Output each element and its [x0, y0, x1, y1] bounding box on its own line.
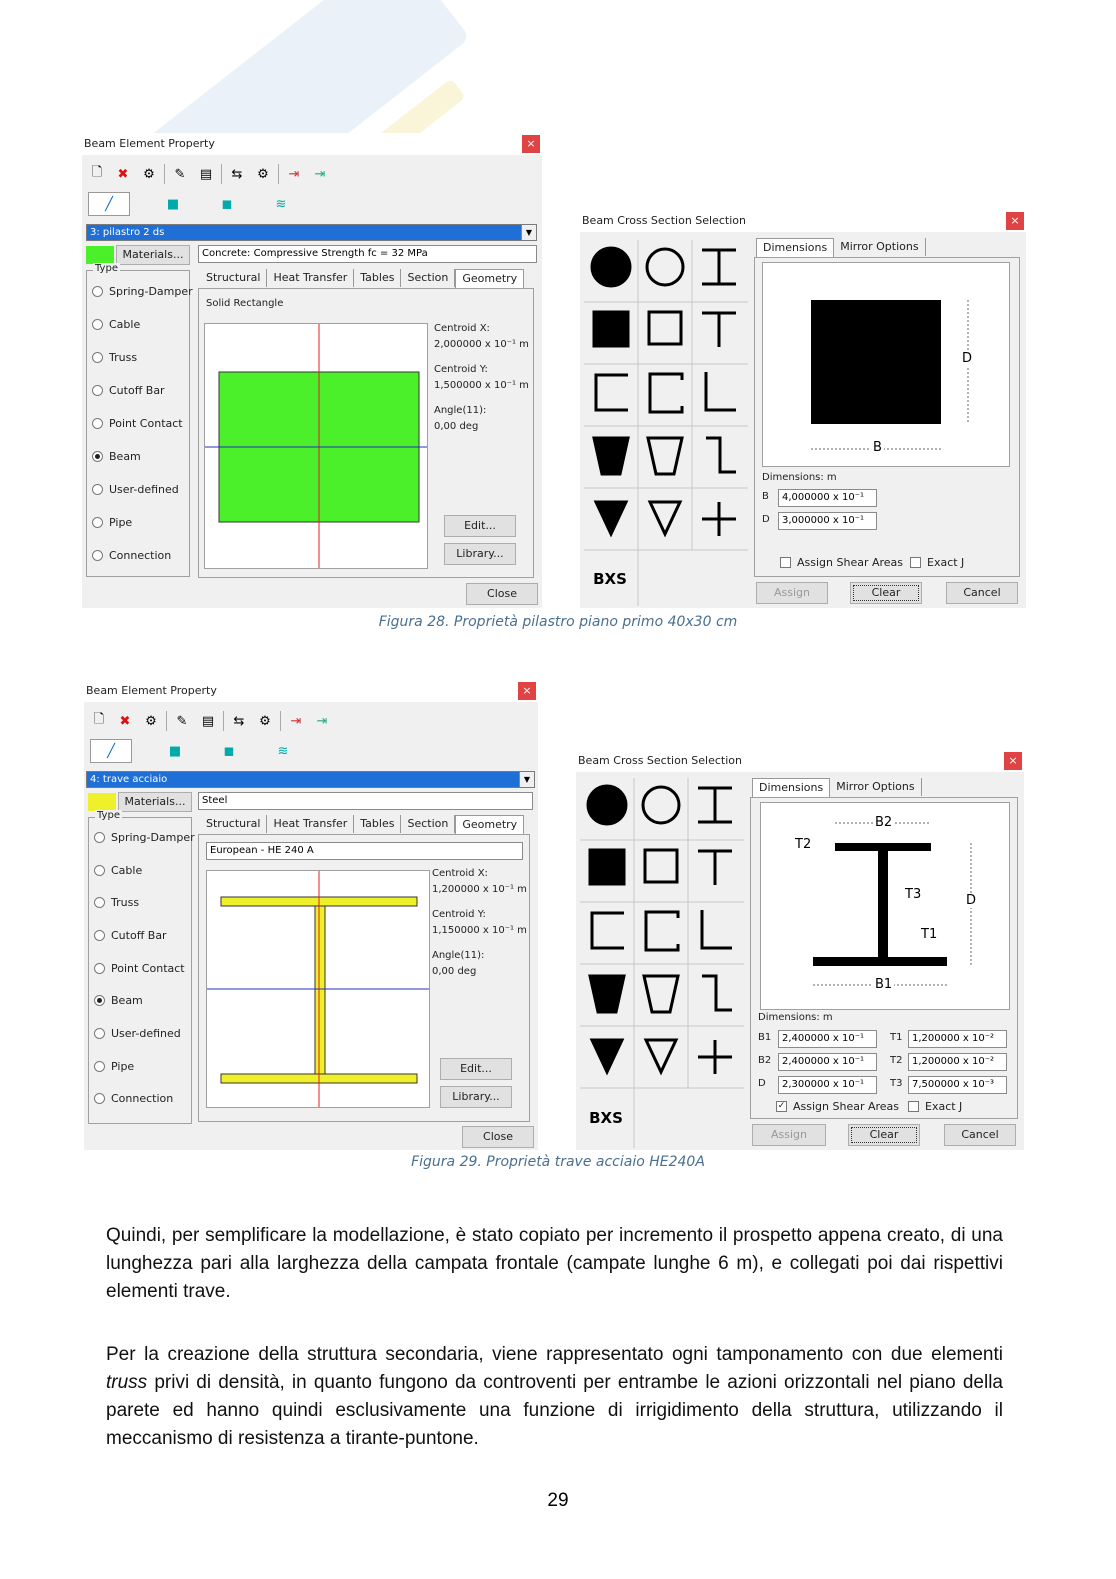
layers-element-icon[interactable]: ≋: [275, 196, 287, 212]
channel-icon: [596, 375, 628, 410]
hollow-circle-icon: [643, 787, 679, 823]
select-icon[interactable]: ⇥: [316, 713, 328, 729]
dimension-d-label: D: [962, 351, 973, 366]
tab-tables[interactable]: Tables: [354, 269, 401, 287]
plate-element-icon[interactable]: ■: [168, 743, 182, 759]
assign-shear-areas-checkbox[interactable]: Assign Shear Areas: [780, 556, 903, 569]
field-t3-input[interactable]: 7,500000 x 10⁻³: [908, 1076, 1007, 1094]
field-t2-input[interactable]: 1,200000 x 10⁻²: [908, 1053, 1007, 1071]
paragraph-2: [106, 1341, 1003, 1453]
window-title: Beam Element Property: [82, 133, 542, 155]
field-d-input[interactable]: 2,300000 x 10⁻¹: [778, 1076, 877, 1094]
tab-tables[interactable]: Tables: [354, 815, 401, 833]
t-section-icon: [698, 851, 732, 885]
layers-element-icon[interactable]: ≋: [277, 743, 289, 759]
fig2-beam-element-property-window: [84, 680, 538, 1150]
hollow-rectangle-icon: [645, 850, 677, 882]
export-icon[interactable]: ⚙: [257, 166, 269, 182]
element-type-toolbar: [88, 191, 292, 217]
toolbar-separator: [164, 164, 165, 184]
materials-button[interactable]: Materials...: [116, 245, 190, 265]
section-preview-drawing: [205, 324, 427, 568]
new-icon[interactable]: 🗋: [91, 165, 103, 180]
tab-section[interactable]: Section: [401, 269, 455, 287]
fig2-beam-cross-section-window: [576, 750, 1024, 1150]
solid-rectangle-icon: [594, 312, 628, 346]
window-title: Beam Cross Section Selection: [580, 210, 1026, 232]
centroid-x-label: Centroid X:: [434, 323, 490, 334]
cross-section-tabs: [752, 778, 922, 797]
tab-mirror-options[interactable]: Mirror Options: [834, 238, 925, 256]
section-name: Solid Rectangle: [206, 298, 284, 309]
delete-unused-icon[interactable]: ⚙: [145, 713, 157, 729]
field-b1-input[interactable]: 2,400000 x 10⁻¹: [778, 1030, 877, 1048]
hollow-triangle-icon: [650, 502, 680, 534]
fig1-beam-cross-section-window: [580, 210, 1026, 608]
type-radio-user-defined[interactable]: User-defined: [92, 483, 179, 496]
cross-section-tabs: [756, 238, 926, 257]
tab-geometry[interactable]: Geometry: [455, 815, 524, 834]
hollow-triangle-icon: [646, 1040, 676, 1072]
angle-value: 0,00 deg: [432, 966, 477, 977]
lipped-channel-icon: [646, 912, 678, 950]
tab-mirror-options[interactable]: Mirror Options: [830, 778, 921, 796]
solid-triangle-icon: [596, 502, 626, 534]
export-icon[interactable]: ⚙: [259, 713, 271, 729]
type-radio-beam[interactable]: Beam: [94, 994, 143, 1007]
exit-icon[interactable]: ⇥: [290, 713, 302, 729]
cross-section-preview: [762, 262, 1010, 467]
paragraph-2-emphasis: truss: [106, 1372, 148, 1393]
web-shape: [315, 906, 325, 1074]
cancel-button[interactable]: Cancel: [944, 1124, 1016, 1146]
tab-structural[interactable]: Structural: [200, 269, 267, 287]
delete-icon[interactable]: ✖: [117, 166, 129, 182]
library-button[interactable]: Library...: [440, 1086, 512, 1108]
toolbar: [86, 161, 331, 187]
brick-element-icon[interactable]: ◼: [223, 743, 235, 759]
exact-j-checkbox[interactable]: Exact J: [910, 556, 964, 569]
hollow-circle-icon: [647, 249, 683, 285]
bottom-flange-shape: [813, 957, 947, 966]
paragraph-2-end: privi di densità, in quanto fungono da controventi per entrambe le azioni orizzontali nel piano della parete ed hanno quindi esclusivamente una funzione di irrigidimento della struttura, utilizzando il meccanismo di resistenza a tirante-puntone.: [106, 1372, 1003, 1449]
field-d-label: D: [762, 514, 770, 525]
type-radio-spring-damper[interactable]: Spring-Damper: [94, 831, 195, 844]
copy-icon[interactable]: ▤: [201, 713, 215, 729]
page-number: 29: [547, 1490, 569, 1511]
materials-button[interactable]: Materials...: [118, 792, 192, 812]
angle-icon: [706, 372, 736, 410]
type-radio-connection[interactable]: Connection: [92, 549, 171, 562]
field-b-label: B: [762, 491, 769, 502]
centroid-x-value: 1,200000 x 10⁻¹ m: [432, 884, 527, 895]
figure-29-caption: Figura 29. Proprietà trave acciaio HE240A: [411, 1154, 705, 1170]
i-section-icon: [702, 250, 736, 284]
angle-icon: [702, 910, 732, 948]
fig1-beam-element-property-window: [82, 133, 542, 608]
select-icon[interactable]: ⇥: [314, 166, 326, 182]
solid-circle-icon: [588, 786, 626, 824]
type-radio-point-contact[interactable]: Point Contact: [94, 962, 185, 975]
type-radio-point-contact[interactable]: Point Contact: [92, 417, 183, 430]
type-radio-cutoff-bar[interactable]: Cutoff Bar: [92, 384, 165, 397]
section-preview: [204, 323, 428, 569]
edit-button[interactable]: Edit...: [440, 1058, 512, 1080]
figure-28-caption: Figura 28. Proprietà pilastro piano primo 40x30 cm: [378, 614, 738, 630]
close-button[interactable]: Close: [462, 1126, 534, 1148]
cross-icon: [698, 1040, 732, 1074]
field-t1-label: T1: [890, 1032, 903, 1043]
solid-triangle-icon: [592, 1040, 622, 1072]
toolbar-separator: [223, 711, 224, 731]
edit-icon[interactable]: ✎: [176, 713, 188, 729]
type-radio-connection[interactable]: Connection: [94, 1092, 173, 1105]
paragraph-1: Quindi, per semplificare la modellazione, è stato copiato per incremento il prospetto appena creato, di una lunghezza pari alla larghezza della campata frontale (campate lunghe 6 m), e collegati poi dai rispettivi elementi trave.: [106, 1225, 1003, 1302]
tab-dimensions[interactable]: Dimensions: [756, 238, 834, 257]
bxs-button[interactable]: BXS: [589, 1109, 623, 1127]
paragraph-2-start: Per la creazione della struttura secondaria, viene rappresentato ogni tamponamento con due elementi: [106, 1344, 1003, 1365]
material-color-swatch[interactable]: [86, 246, 114, 264]
centroid-y-value: 1,500000 x 10⁻¹ m: [434, 380, 529, 391]
section-preview-drawing: [207, 871, 429, 1107]
material-description: Concrete: Compressive Strength fc = 32 MPa: [198, 245, 537, 263]
close-icon[interactable]: ×: [518, 682, 536, 700]
solid-trapezoid-icon: [590, 976, 624, 1012]
delete-icon[interactable]: ✖: [119, 713, 131, 729]
assign-button[interactable]: Assign: [752, 1124, 826, 1146]
exit-icon[interactable]: ⇥: [288, 166, 300, 182]
brick-element-icon[interactable]: ◼: [221, 196, 233, 212]
assign-button[interactable]: Assign: [756, 582, 828, 604]
field-d-label: D: [758, 1078, 766, 1089]
type-radio-cutoff-bar[interactable]: Cutoff Bar: [94, 929, 167, 942]
shape-palette: [580, 778, 744, 1148]
dimension-b2-label: B2: [875, 815, 893, 830]
property-combo-value: 4: trave acciaio: [90, 774, 168, 785]
type-label: Type: [95, 263, 118, 274]
type-radio-beam[interactable]: Beam: [92, 450, 141, 463]
clear-button[interactable]: Clear: [850, 582, 922, 604]
tab-heat-transfer[interactable]: Heat Transfer: [267, 815, 354, 833]
dimension-t3-label: T3: [905, 887, 922, 902]
solid-circle-icon: [592, 248, 630, 286]
line-element-icon[interactable]: ╱: [88, 192, 130, 216]
tab-heat-transfer[interactable]: Heat Transfer: [267, 269, 354, 287]
hollow-trapezoid-icon: [648, 438, 682, 474]
section-preview: [206, 870, 430, 1108]
line-element-icon[interactable]: ╱: [90, 739, 132, 763]
angle-label: Angle(11):: [434, 405, 487, 416]
toolbar-separator: [166, 711, 167, 731]
type-radio-truss[interactable]: Truss: [92, 351, 137, 364]
plate-element-icon[interactable]: ■: [166, 196, 180, 212]
assign-shear-areas-checkbox[interactable]: ✓ Assign Shear Areas: [777, 1100, 900, 1113]
edit-icon[interactable]: ✎: [174, 166, 186, 182]
hollow-rectangle-icon: [649, 312, 681, 344]
dimensions-unit-label: Dimensions: m: [762, 472, 837, 483]
window-title: Beam Cross Section Selection: [576, 750, 1024, 772]
property-combo-value: 3: pilastro 2 ds: [90, 227, 165, 238]
cross-section-preview: [760, 802, 1010, 1010]
t-section-icon: [702, 313, 736, 347]
import-icon[interactable]: ⇆: [233, 713, 245, 729]
rectangle-section-drawing: [763, 263, 1009, 466]
dimension-t1-label: T1: [921, 927, 938, 942]
hollow-trapezoid-icon: [644, 976, 678, 1012]
i-section-icon: [698, 788, 732, 822]
cancel-button[interactable]: Cancel: [946, 582, 1018, 604]
tab-structural[interactable]: Structural: [200, 815, 267, 833]
element-type-toolbar: [90, 738, 294, 764]
toolbar-separator: [278, 164, 279, 184]
edit-button[interactable]: Edit...: [444, 515, 516, 537]
type-radio-cable[interactable]: Cable: [92, 318, 140, 331]
type-radio-cable[interactable]: Cable: [94, 864, 142, 877]
clear-button[interactable]: Clear: [848, 1124, 920, 1146]
type-label: Type: [97, 810, 120, 821]
window-title: Beam Element Property: [84, 680, 538, 702]
field-t3-label: T3: [890, 1078, 903, 1089]
library-button[interactable]: Library...: [444, 543, 516, 565]
exact-j-checkbox[interactable]: Exact J: [908, 1100, 962, 1113]
centroid-y-value: 1,150000 x 10⁻¹ m: [432, 925, 527, 936]
field-d-input[interactable]: 3,000000 x 10⁻¹: [778, 512, 877, 530]
field-b1-label: B1: [758, 1032, 772, 1043]
rectangle-section-shape: [811, 300, 941, 424]
import-icon[interactable]: ⇆: [231, 166, 243, 182]
material-description: Steel: [198, 792, 533, 810]
copy-icon[interactable]: ▤: [199, 166, 213, 182]
property-tabs: [200, 815, 524, 834]
dimensions-unit-label: Dimensions: m: [758, 1012, 833, 1023]
solid-rectangle-icon: [590, 850, 624, 884]
property-combo[interactable]: [86, 771, 535, 788]
tab-geometry[interactable]: Geometry: [455, 269, 524, 288]
material-color-swatch[interactable]: [88, 793, 116, 811]
type-radio-truss[interactable]: Truss: [94, 896, 139, 909]
angle-value: 0,00 deg: [434, 421, 479, 432]
close-icon[interactable]: ×: [1006, 212, 1024, 230]
property-tabs: [200, 269, 524, 288]
close-icon[interactable]: ×: [522, 135, 540, 153]
close-icon[interactable]: ×: [1004, 752, 1022, 770]
channel-icon: [592, 913, 624, 948]
web-shape: [878, 851, 888, 957]
tab-section[interactable]: Section: [401, 815, 455, 833]
field-t2-label: T2: [890, 1055, 903, 1066]
toolbar-separator: [221, 164, 222, 184]
dimension-b-label: B: [873, 440, 882, 455]
shape-palette: [584, 240, 748, 606]
field-b2-label: B2: [758, 1055, 772, 1066]
centroid-x-label: Centroid X:: [432, 868, 488, 879]
close-button[interactable]: Close: [466, 583, 538, 605]
toolbar: [88, 708, 333, 734]
z-section-icon: [702, 976, 732, 1010]
angle-label: Angle(11):: [432, 950, 485, 961]
palette-grid: [584, 240, 748, 606]
section-name: European - HE 240 A: [206, 842, 523, 860]
toolbar-separator: [280, 711, 281, 731]
dimension-d-label: D: [966, 893, 977, 908]
dimension-b1-label: B1: [875, 977, 893, 992]
centroid-y-label: Centroid Y:: [432, 909, 486, 920]
solid-trapezoid-icon: [594, 438, 628, 474]
cross-icon: [702, 502, 736, 536]
field-b-input[interactable]: 4,000000 x 10⁻¹: [778, 489, 877, 507]
delete-unused-icon[interactable]: ⚙: [143, 166, 155, 182]
type-radio-user-defined[interactable]: User-defined: [94, 1027, 181, 1040]
chevron-down-icon[interactable]: ▼: [521, 225, 536, 240]
bxs-button[interactable]: BXS: [593, 570, 627, 588]
field-t1-input[interactable]: 1,200000 x 10⁻²: [908, 1030, 1007, 1048]
chevron-down-icon[interactable]: ▼: [519, 772, 534, 787]
top-flange-shape: [835, 843, 931, 851]
centroid-y-label: Centroid Y:: [434, 364, 488, 375]
tab-dimensions[interactable]: Dimensions: [752, 778, 830, 797]
centroid-x-value: 2,000000 x 10⁻¹ m: [434, 339, 529, 350]
type-radio-spring-damper[interactable]: Spring-Damper: [92, 285, 193, 298]
dimension-t2-label: T2: [795, 837, 812, 852]
type-radio-pipe[interactable]: Pipe: [94, 1060, 134, 1073]
z-section-icon: [706, 438, 736, 472]
new-icon[interactable]: 🗋: [93, 712, 105, 727]
field-b2-input[interactable]: 2,400000 x 10⁻¹: [778, 1053, 877, 1071]
type-radio-pipe[interactable]: Pipe: [92, 516, 132, 529]
shape-palette-drawing: [584, 240, 748, 606]
lipped-channel-icon: [650, 374, 682, 412]
property-combo[interactable]: [86, 224, 537, 241]
